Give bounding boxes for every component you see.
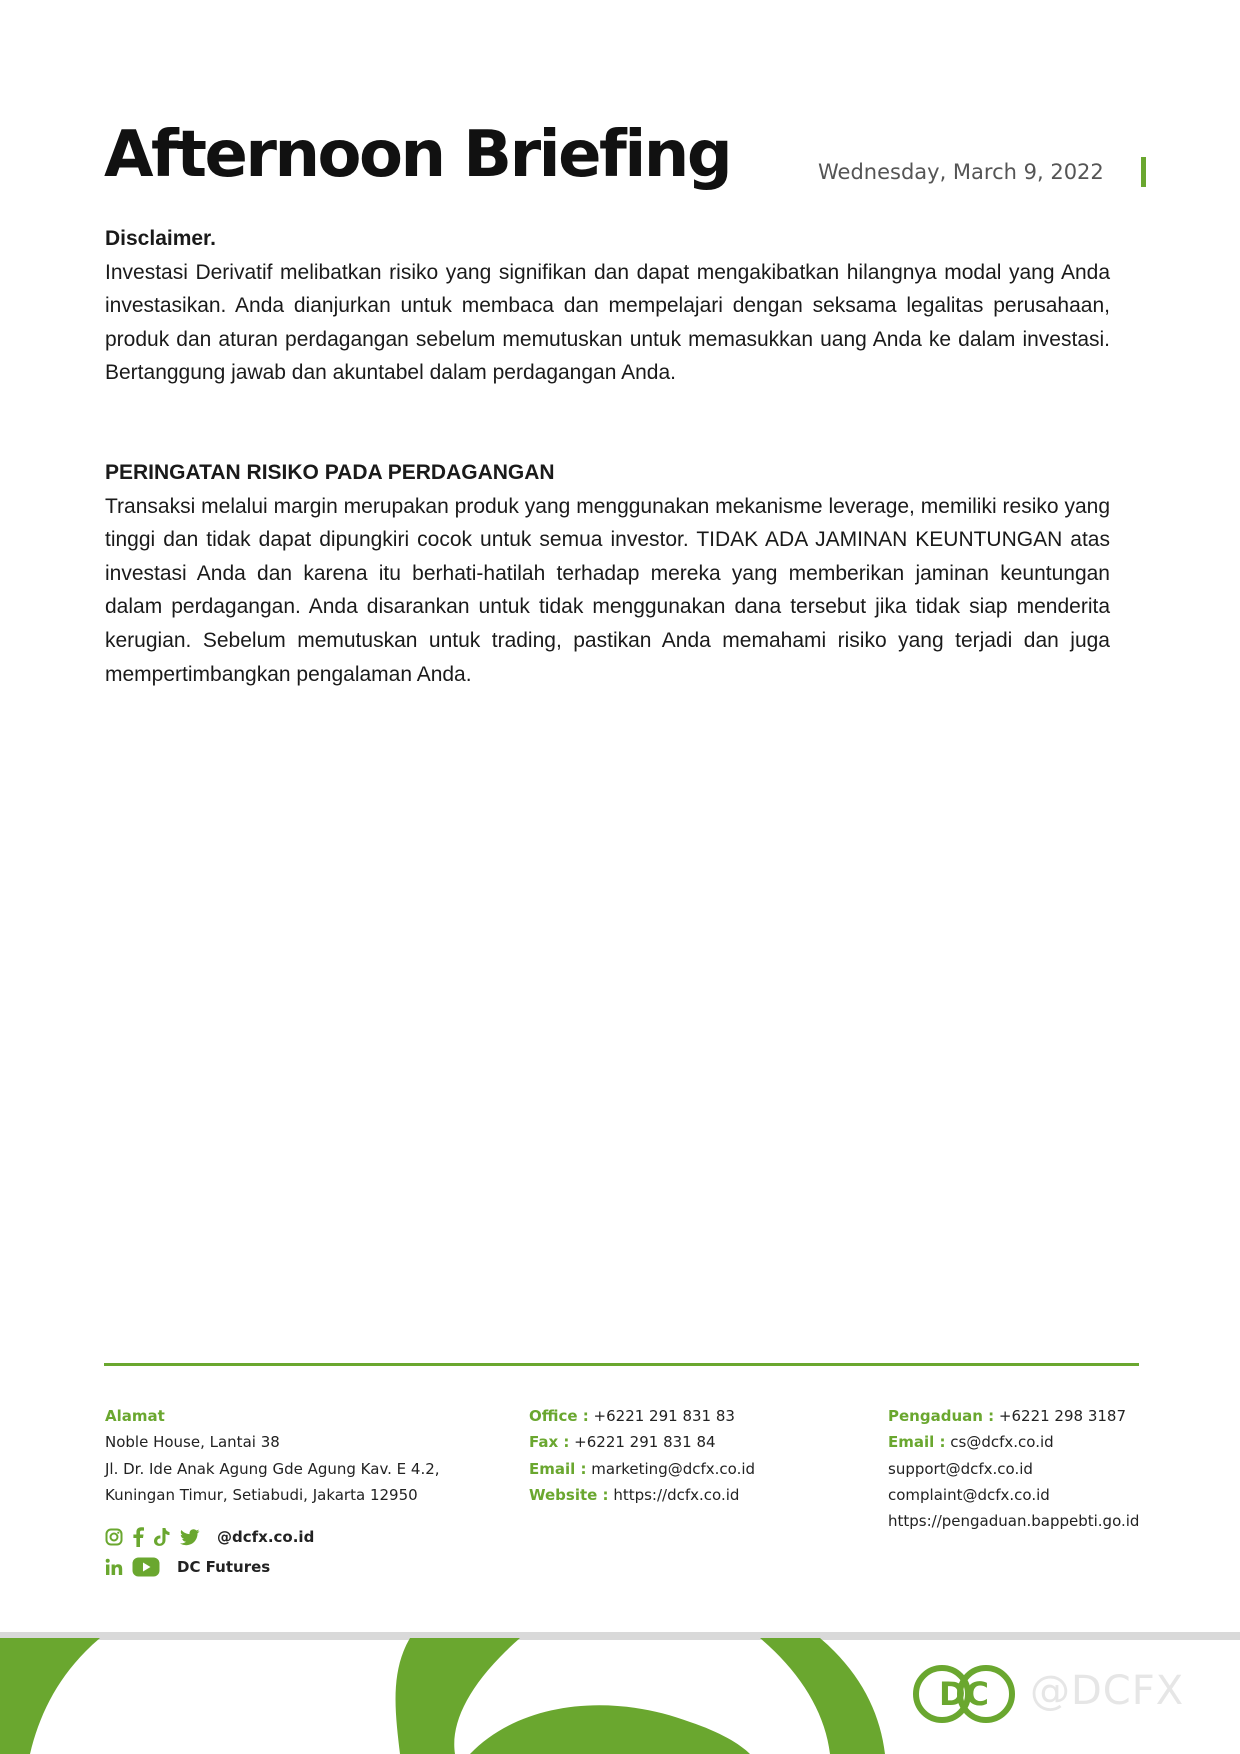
- page-title: Afternoon Briefing: [104, 118, 731, 192]
- social-handle: @dcfx.co.id: [217, 1528, 315, 1546]
- address-label: Alamat: [105, 1407, 165, 1425]
- support-email-link[interactable]: support@dcfx.co.id: [888, 1459, 1033, 1478]
- disclaimer-section: [105, 222, 1110, 390]
- briefing-date: Wednesday, March 9, 2022: [818, 160, 1104, 184]
- address-line: Kuningan Timur, Setiabudi, Jakarta 12950: [105, 1485, 418, 1504]
- twitter-icon[interactable]: [180, 1529, 200, 1546]
- company-name: DC Futures: [177, 1558, 271, 1576]
- complaint-phone: +6221 298 3187: [994, 1407, 1127, 1425]
- risk-warning-body: Transaksi melalui margin merupakan produk yang menggunakan mekanisme leverage, memiliki resiko yang tinggi dan tidak dapat dipungkiri cocok untuk semua investor. TIDAK ADA JAMINAN KEUNTUNGAN atas investasi Anda dan karena itu berhati-hatilah terhadap mereka yang memberikan jaminan keuntungan dalam perdagangan. Anda disarankan untuk tidak menggunakan dana tersebut jika tidak siap menderita kerugian. Sebelum memutuskan untuk trading, pastikan Anda memahami risiko yang terjadi dan juga mempertimbangkan pengalaman Anda.: [105, 494, 1110, 686]
- youtube-icon[interactable]: [132, 1557, 160, 1577]
- complaint-phone-label: Pengaduan :: [888, 1407, 995, 1425]
- website-label: Website :: [529, 1485, 609, 1504]
- disclaimer-heading: Disclaimer.: [105, 227, 216, 250]
- address-line: Noble House, Lantai 38: [105, 1433, 280, 1452]
- bappebti-link[interactable]: https://pengaduan.bappebti.go.id: [888, 1512, 1140, 1531]
- tiktok-icon[interactable]: [153, 1527, 171, 1547]
- complaint-email-link[interactable]: complaint@dcfx.co.id: [888, 1485, 1050, 1504]
- risk-warning-heading: PERINGATAN RISIKO PADA PERDAGANGAN: [105, 461, 555, 484]
- website-link[interactable]: https://dcfx.co.id: [608, 1485, 740, 1504]
- instagram-icon[interactable]: [105, 1528, 123, 1546]
- fax-number: +6221 291 831 84: [569, 1433, 716, 1452]
- facebook-icon[interactable]: [132, 1527, 144, 1547]
- office-email-label: Email :: [529, 1459, 587, 1478]
- social-links: [105, 1522, 314, 1582]
- footer-office: [529, 1403, 755, 1508]
- office-email-link[interactable]: marketing@dcfx.co.id: [586, 1459, 756, 1478]
- watermark: @DCFX: [1030, 1668, 1185, 1714]
- complaint-email-label: Email :: [888, 1433, 946, 1452]
- linkedin-icon[interactable]: [105, 1558, 123, 1576]
- footer-divider: [104, 1363, 1139, 1366]
- disclaimer-body: Investasi Derivatif melibatkan risiko yang signifikan dan dapat mengakibatkan hilangnya modal yang Anda investasikan. Anda dianjurkan untuk membaca dan mempelajari dengan seksama legalitas perusahaan, produk dan aturan perdagangan sebelum memutuskan untuk memasukkan uang Anda ke dalam investasi. Bertanggung jawab dan akuntabel dalam perdagangan Anda.: [105, 260, 1110, 385]
- footer-address: [105, 1403, 440, 1508]
- dc-logo: [912, 1664, 1016, 1724]
- date-accent-bar: [1141, 157, 1146, 187]
- footer-complaint: [888, 1403, 1139, 1534]
- fax-label: Fax :: [529, 1433, 570, 1452]
- office-phone: +6221 291 831 83: [588, 1407, 735, 1425]
- social-row-company: [105, 1552, 314, 1582]
- address-line: Jl. Dr. Ide Anak Agung Gde Agung Kav. E 4.2,: [105, 1459, 440, 1478]
- risk-warning-section: [105, 456, 1110, 691]
- header: [104, 110, 1148, 200]
- cs-email-link[interactable]: cs@dcfx.co.id: [945, 1433, 1054, 1452]
- social-row-handle: [105, 1522, 314, 1552]
- office-phone-label: Office :: [529, 1407, 589, 1425]
- logo-text: DC: [938, 1675, 990, 1713]
